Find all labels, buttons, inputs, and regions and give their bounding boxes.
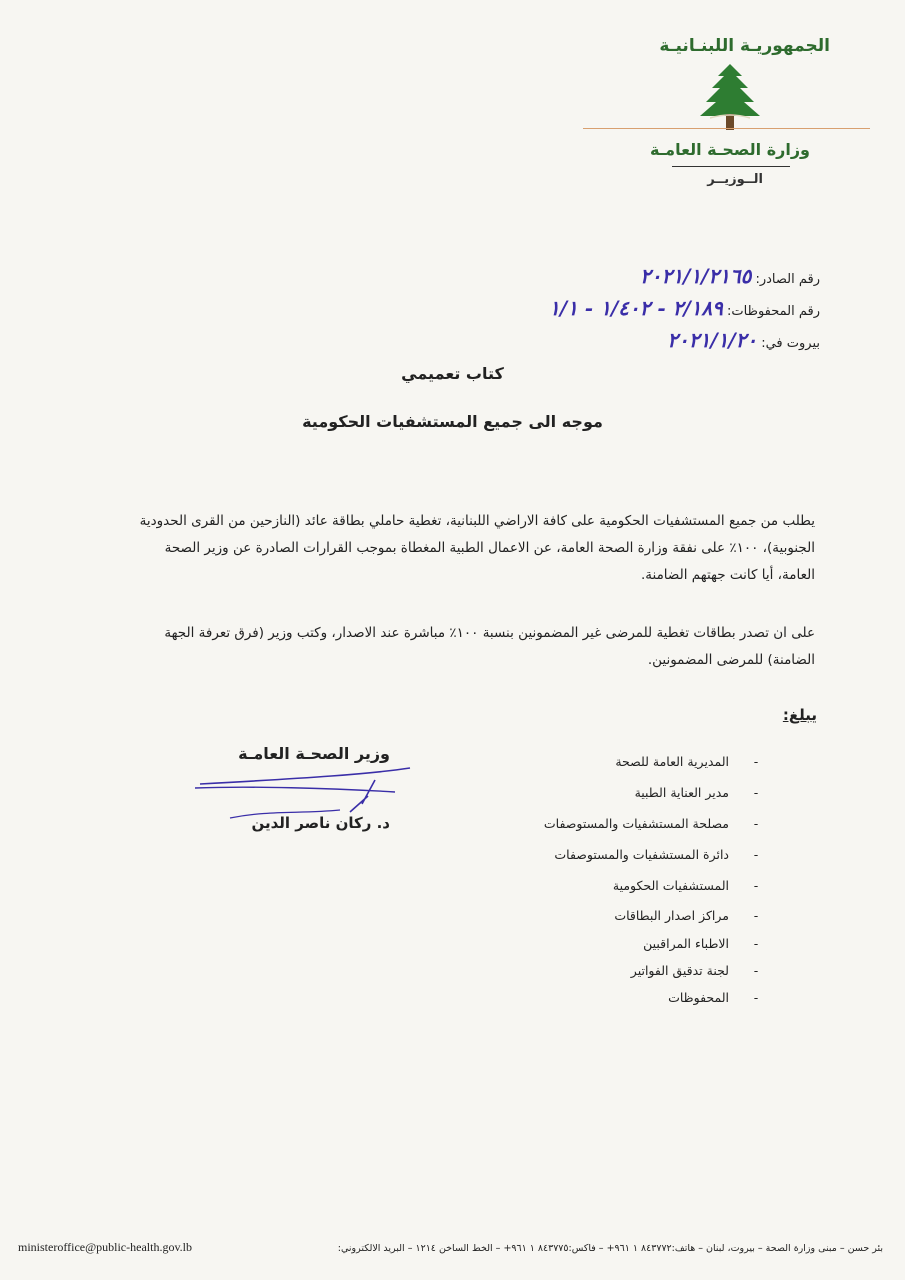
list-item: -الاطباء المراقبين — [643, 936, 759, 951]
ministry-rule — [672, 166, 790, 167]
list-item: -المديرية العامة للصحة — [615, 754, 759, 769]
document-subtitle: موجه الى جميع المستشفيات الحكومية — [302, 412, 603, 431]
issued-value: ٢٠٢١/١/٢١٦٥ — [640, 264, 752, 288]
files-ref — [340, 296, 820, 320]
header-rule — [583, 128, 870, 129]
republic-title: الجمهوريـة اللبنـانيـة — [659, 36, 830, 56]
date-value: ٢٠٢١/١/٢٠ — [667, 328, 758, 352]
ministry-title: وزارة الصحـة العامـة — [649, 140, 810, 159]
list-item: -مدير العناية الطبية — [634, 785, 759, 800]
list-item: -مراكز اصدار البطاقات — [614, 908, 759, 923]
list-item: -المستشفيات الحكومية — [612, 878, 759, 893]
list-item: -المحفوظات — [668, 990, 759, 1005]
list-item: -مصلحة المستشفيات والمستوصفات — [543, 816, 759, 831]
minister-title: الــوزيــر — [707, 172, 763, 187]
document-title: كتاب تعميمي — [401, 364, 504, 383]
date-label: بيروت في: — [761, 336, 820, 351]
distribution-label: يبلغ: — [782, 706, 817, 724]
issued-ref — [420, 264, 820, 288]
files-value: ٢/١٨٩ - ١/٤٠٢ - ١/١ — [549, 296, 723, 320]
footer-address: بئر حسن – مبنى وزارة الصحة – بيروت، لبنان – هاتف:٨٤٣٧٧٢ ١ ٩٦١+ – فاكس:٨٤٣٧٧٥ ١ ٩٦١+ – الخط الساخن ١٢١٤ – البريد الالكتروني: — [337, 1243, 883, 1254]
list-item: -لجنة تدقيق الفواتير — [630, 963, 759, 978]
cedar-logo-icon — [690, 62, 770, 134]
body-paragraph-1: يطلب من جميع المستشفيات الحكومية على كافة الاراضي اللبنانية، تغطية حاملي بطاقة عائد (النازحين من القرى الحدودية الجنوبية)، ١٠٠٪ على نفقة وزارة الصحة العامة، عن الاعمال الطبية المغطاة بموجب القرارات الصادرة عن وزير الصحة العامة، أيا كانت جهتهم الضامنة. — [139, 513, 815, 583]
issued-label: رقم الصادر: — [755, 272, 820, 287]
signature-name: د. ركان ناصر الدين — [251, 814, 390, 832]
files-label: رقم المحفوظات: — [727, 304, 820, 319]
signature-title: وزير الصحـة العامـة — [238, 744, 390, 763]
date-ref — [420, 328, 820, 352]
list-item: -دائرة المستشفيات والمستوصفات — [554, 847, 759, 862]
footer-email-link[interactable]: ministeroffice@public-health.gov.lb — [18, 1240, 193, 1254]
body-paragraph-2: على ان تصدر بطاقات تغطية للمرضى غير المضمونين بنسبة ١٠٠٪ مباشرة عند الاصدار، وكتب وزير (فرق تعرفة الجهة الضامنة) للمرضى المضمونين. — [164, 625, 815, 668]
